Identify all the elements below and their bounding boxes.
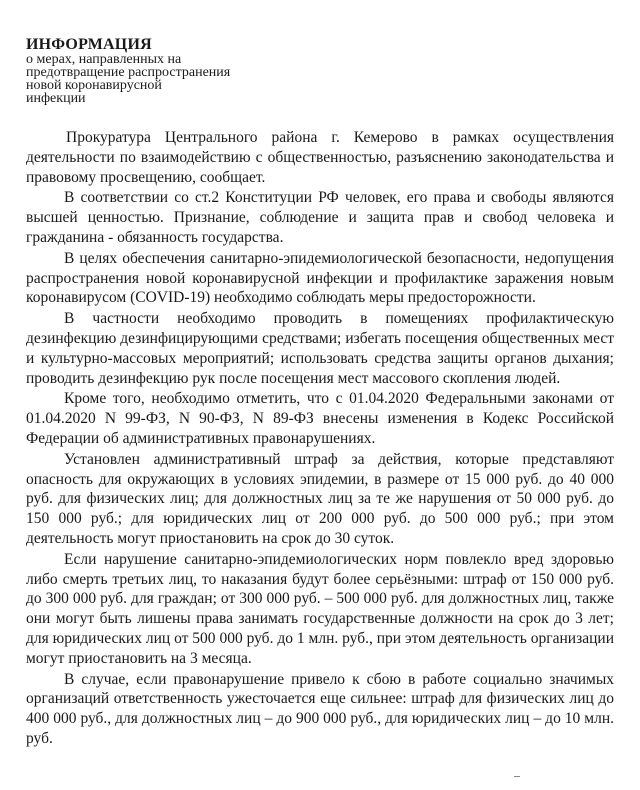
document-header (26, 36, 326, 105)
paragraph-intro: Прокуратура Центрального района г. Кемерово в рамках осуществления деятельности по взаимодействию с общественностью, разъяснению законодательства и правовому просвещению, сообщает. (26, 129, 614, 186)
paragraph-constitution: В соответствии со ст.2 Конституции РФ человек, его права и свободы являются высшей ценностью. Признание, соблюдение и защита прав и свобод человека и гражданина - обязанность государства. (26, 189, 614, 246)
paragraph-harm-fines: Если нарушение санитарно-эпидемиологических норм повлекло вред здоровью либо смерть третьих лиц, то наказания будут более серьёзными: штраф от 150 000 руб. до 300 000 руб. для граждан; от 300 000 руб. – 500 000 руб. для должностных лиц, также они могут быть лишены права занимать государственные должности на срок до 3 лет; для юридических лиц от 500 000 руб. до 1 млн. руб., при этом деятельность организации могут приостановить на 3 месяца. (26, 550, 614, 667)
paragraph-safety-goals: В целях обеспечения санитарно-эпидемиологической безопасности, недопущения распространения новой коронавирусной инфекции и профилактике заражения новым коронавирусом (COVID-19) необходимо соблюдать меры предосторожности. (26, 249, 614, 307)
paragraph-precautions: В частности необходимо проводить в помещениях профилактическую дезинфекцию дезинфицирующими средствами; избегать посещения общественных мест и культурно-массовых мероприятий; использовать средства защиты органов дыхания; проводить дезинфекцию рук после посещения мест массового скопления людей. (26, 310, 614, 387)
page-mark (514, 776, 520, 780)
document-subtitle: о мерах, направленных на предотвращение распространения новой коронавирусной инфекции (26, 52, 231, 106)
document-title: ИНФОРМАЦИЯ (26, 36, 152, 53)
paragraph-fines: Установлен административный штраф за действия, которые представляют опасность для окружающих в условиях эпидемии, в размере от 15 000 руб. до 40 000 руб. для физических лиц; для должностных лиц за те же нарушения от 50 000 руб. до 150 000 руб.; для юридических лиц от 200 000 руб. до 500 000 руб.; при этом деятельность могут приостановить на срок до 30 суток. (26, 450, 614, 547)
paragraph-critical-orgs: В случае, если правонарушение привело к сбою в работе социально значимых организаций ответственность ужесточается еще сильнее: штраф для физических лиц до 400 000 руб., для должностных лиц – до 900 000 руб., для юридических лиц – до 10 млн. руб. (26, 670, 614, 747)
paragraph-law-changes: Кроме того, необходимо отметить, что с 01.04.2020 Федеральными законами от 01.04.2020 N 99-ФЗ, N 90-ФЗ, N 89-ФЗ внесены изменения в Кодекс Российской Федерации об административных правонарушениях. (26, 390, 614, 447)
document-body (26, 128, 614, 750)
